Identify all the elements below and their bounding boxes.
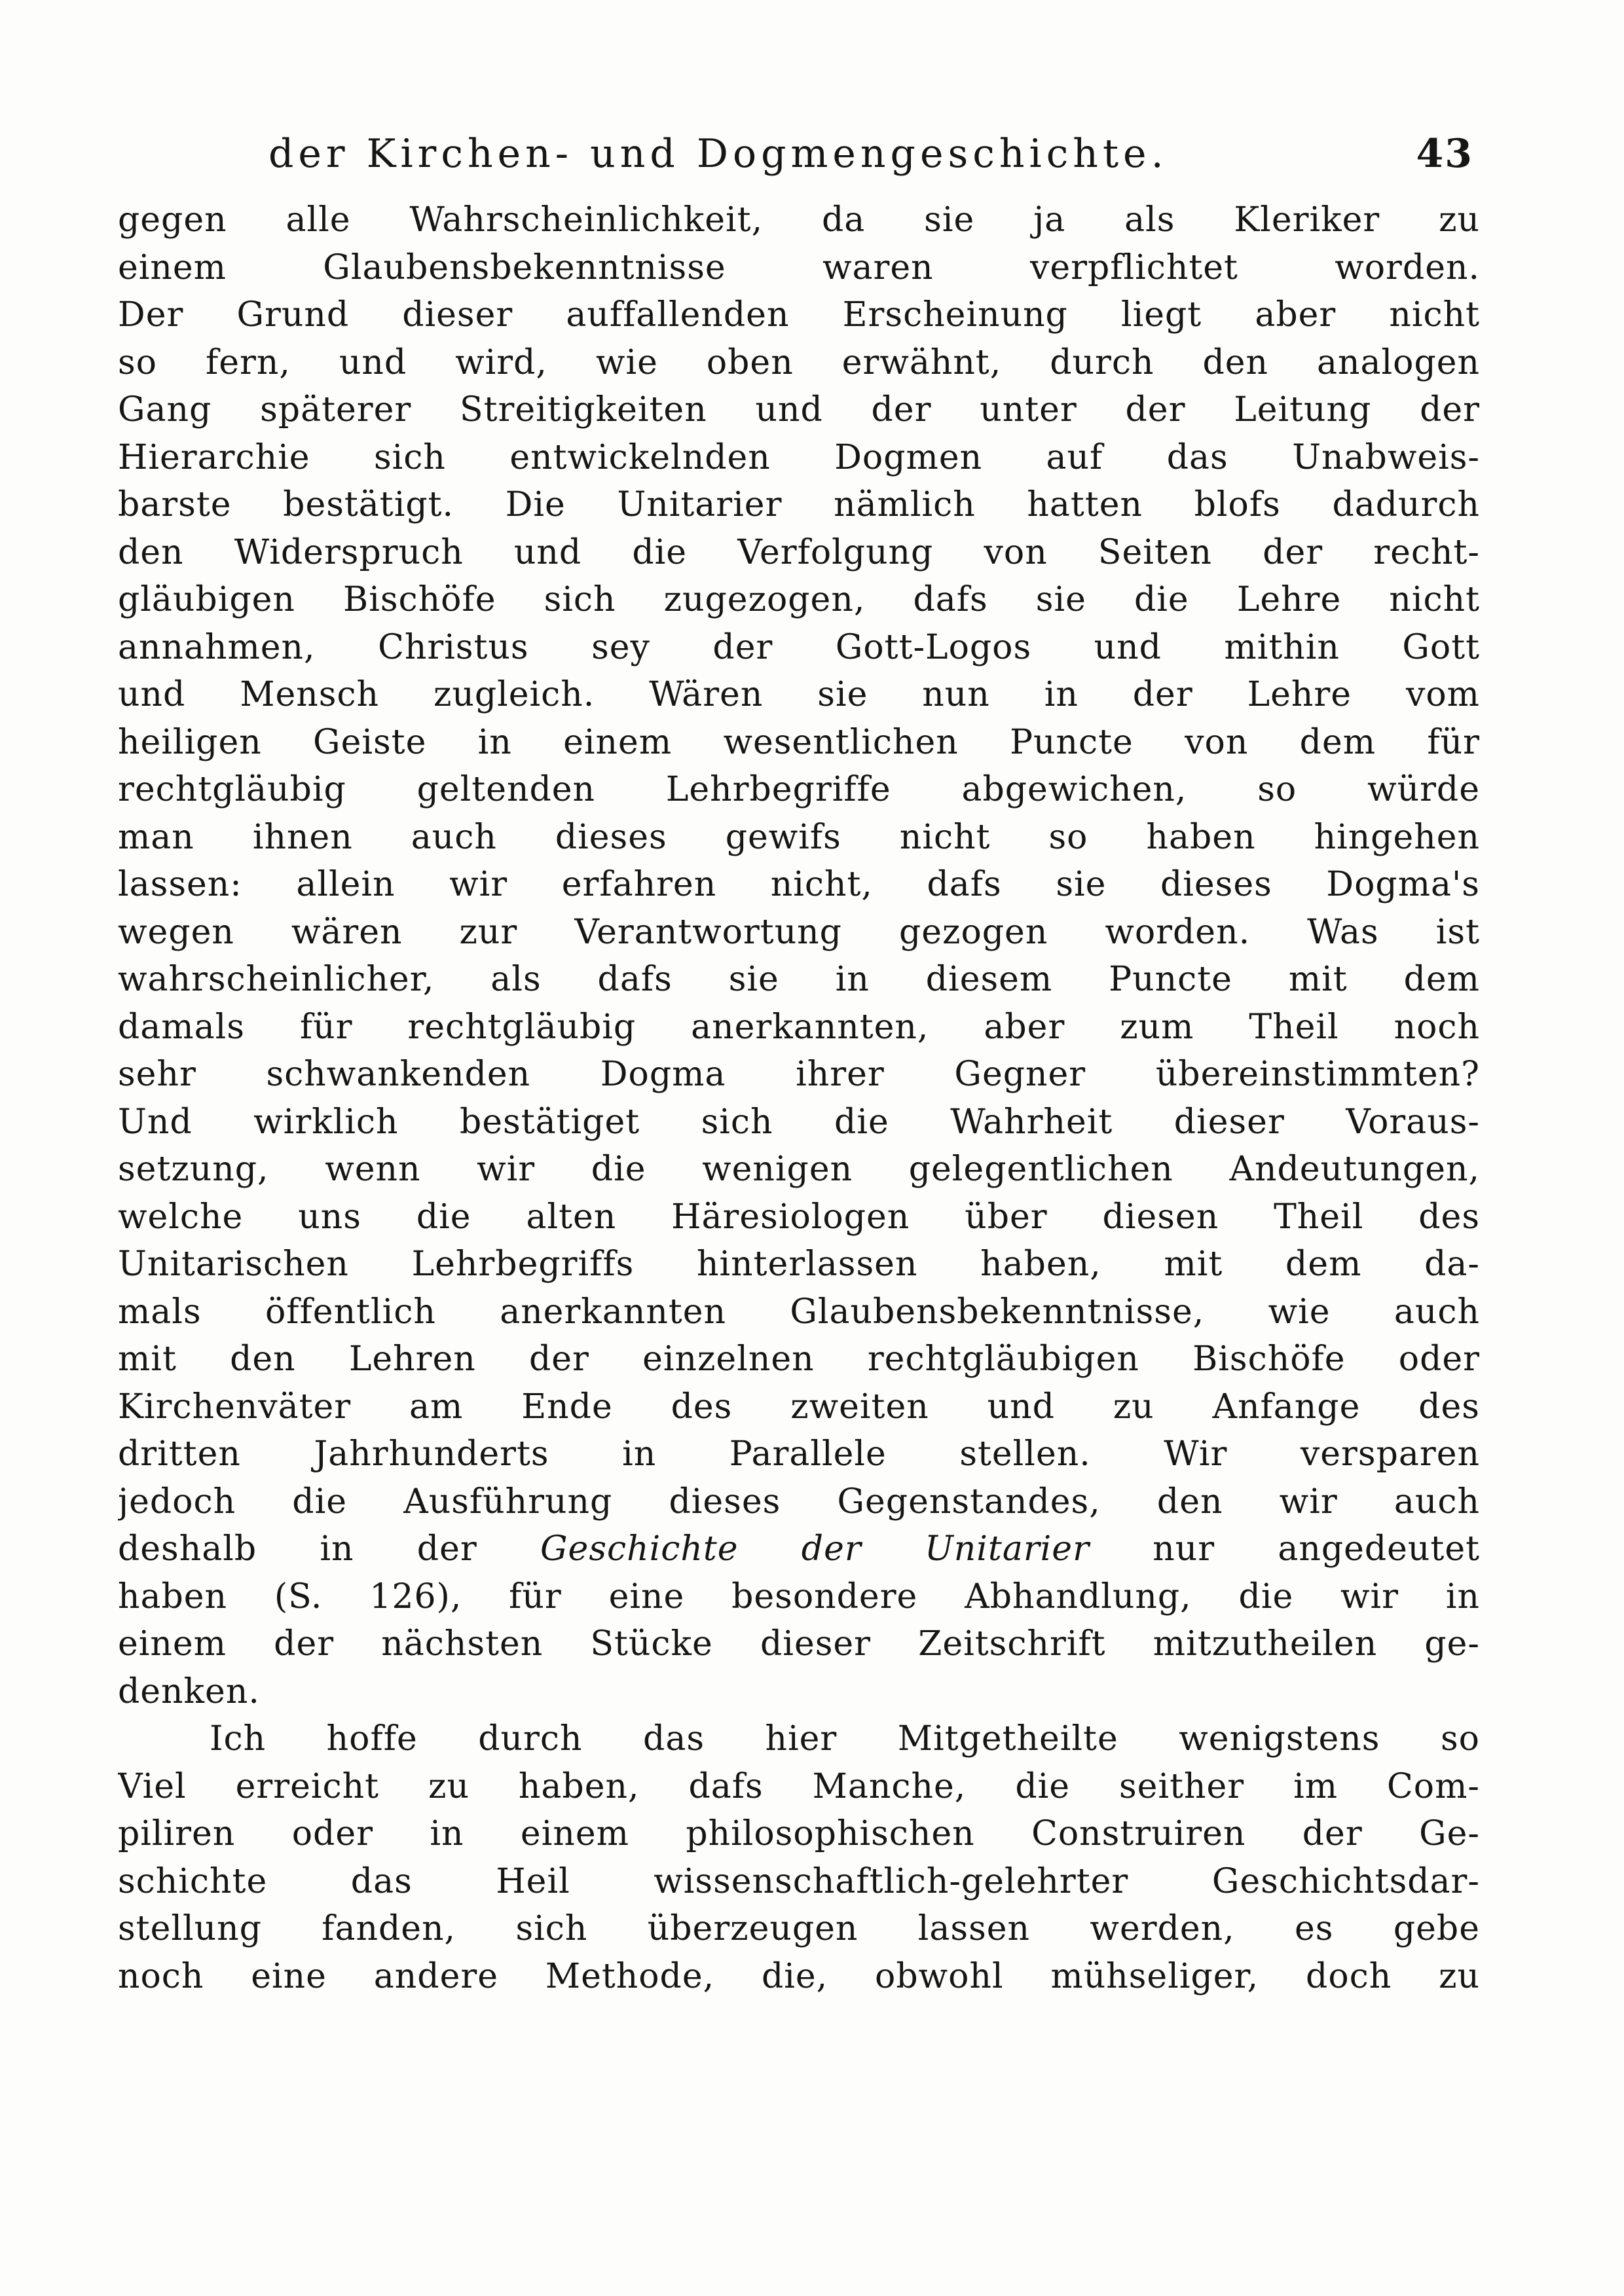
page-header bbox=[268, 124, 1473, 183]
text-line: stellung fanden, sich überzeugen lassen werden, es gebe bbox=[118, 1909, 1480, 1948]
text-segment: deshalb in der bbox=[118, 1529, 540, 1569]
text-segment: nur angedeutet bbox=[1089, 1529, 1480, 1569]
text-line: wegen wären zur Verantwortung gezogen worden. Was ist bbox=[118, 912, 1480, 952]
text-line: haben (S. 126), für eine besondere Abhandlung, die wir in bbox=[118, 1576, 1480, 1616]
text-line: mals öffentlich anerkannten Glaubensbekenntnisse, wie auch bbox=[118, 1292, 1480, 1332]
text-line: einem der nächsten Stücke dieser Zeitschrift mitzutheilen ge- bbox=[118, 1624, 1480, 1664]
text-line: sehr schwankenden Dogma ihrer Gegner übereinstimmten? bbox=[118, 1055, 1480, 1094]
text-line: Unitarischen Lehrbegriffs hinterlassen haben, mit dem da- bbox=[118, 1245, 1480, 1284]
text-line: denken. bbox=[118, 1671, 260, 1711]
text-line: so fern, und wird, wie oben erwähnt, durch den analogen bbox=[118, 342, 1480, 382]
text-line: mit den Lehren der einzelnen rechtgläubigen Bischöfe oder bbox=[118, 1339, 1480, 1379]
text-line: Hierarchie sich entwickelnden Dogmen auf das Unabweis- bbox=[118, 437, 1480, 477]
text-line: damals für rechtgläubig anerkannten, aber zum Theil noch bbox=[118, 1007, 1480, 1047]
text-line: welche uns die alten Häresiologen über diesen Theil des bbox=[118, 1197, 1480, 1237]
page-number: 43 bbox=[1416, 131, 1473, 177]
text-line: gegen alle Wahrscheinlichkeit, da sie ja als Kleriker zu bbox=[118, 200, 1480, 240]
paragraph-first-line: Ich hoffe durch das hier Mitgetheilte wenigstens so bbox=[210, 1719, 1480, 1758]
text-line: wahrscheinlicher, als dafs sie in diesem Puncte mit dem bbox=[118, 960, 1480, 999]
body-text bbox=[118, 196, 1480, 2000]
text-line: Der Grund dieser auffallenden Erscheinung liegt aber nicht bbox=[118, 295, 1480, 335]
text-line: Gang späterer Streitigkeiten und der unter der Leitung der bbox=[118, 390, 1480, 429]
text-line: Viel erreicht zu haben, dafs Manche, die seither im Com- bbox=[118, 1766, 1480, 1806]
text-line: barste bestätigt. Die Unitarier nämlich hatten blofs dadurch bbox=[118, 485, 1480, 524]
running-head: der Kirchen- und Dogmengeschichte. bbox=[268, 131, 1168, 177]
text-line: man ihnen auch dieses gewifs nicht so haben hingehen bbox=[118, 817, 1480, 857]
text-line: gläubigen Bischöfe sich zugezogen, dafs sie die Lehre nicht bbox=[118, 580, 1480, 619]
text-line: heiligen Geiste in einem wesentlichen Puncte von dem für bbox=[118, 722, 1480, 762]
book-title-italic: Geschichte der Unitarier bbox=[540, 1529, 1090, 1569]
text-line: piliren oder in einem philosophischen Construiren der Ge- bbox=[118, 1814, 1480, 1853]
text-line-with-title bbox=[118, 1525, 1480, 1573]
text-line: Und wirklich bestätiget sich die Wahrheit dieser Voraus- bbox=[118, 1102, 1480, 1142]
text-line: einem Glaubensbekenntnisse waren verpflichtet worden. bbox=[118, 247, 1480, 287]
text-line: jedoch die Ausführung dieses Gegenstandes, den wir auch bbox=[118, 1482, 1480, 1522]
text-line: und Mensch zugleich. Wären sie nun in der Lehre vom bbox=[118, 675, 1480, 714]
text-line: dritten Jahrhunderts in Parallele stellen. Wir versparen bbox=[118, 1434, 1480, 1474]
text-line: annahmen, Christus sey der Gott-Logos und mithin Gott bbox=[118, 627, 1480, 667]
text-line: Kirchenväter am Ende des zweiten und zu Anfange des bbox=[118, 1387, 1480, 1427]
text-line: schichte das Heil wissenschaftlich-gelehrter Geschichtsdar- bbox=[118, 1861, 1480, 1901]
text-line: noch eine andere Methode, die, obwohl mühseliger, doch zu bbox=[118, 1956, 1480, 1996]
text-line: setzung, wenn wir die wenigen gelegentlichen Andeutungen, bbox=[118, 1150, 1480, 1189]
text-line: lassen: allein wir erfahren nicht, dafs sie dieses Dogma's bbox=[118, 865, 1480, 904]
text-line: den Widerspruch und die Verfolgung von Seiten der recht- bbox=[118, 532, 1480, 572]
text-line: rechtgläubig geltenden Lehrbegriffe abgewichen, so würde bbox=[118, 770, 1480, 809]
